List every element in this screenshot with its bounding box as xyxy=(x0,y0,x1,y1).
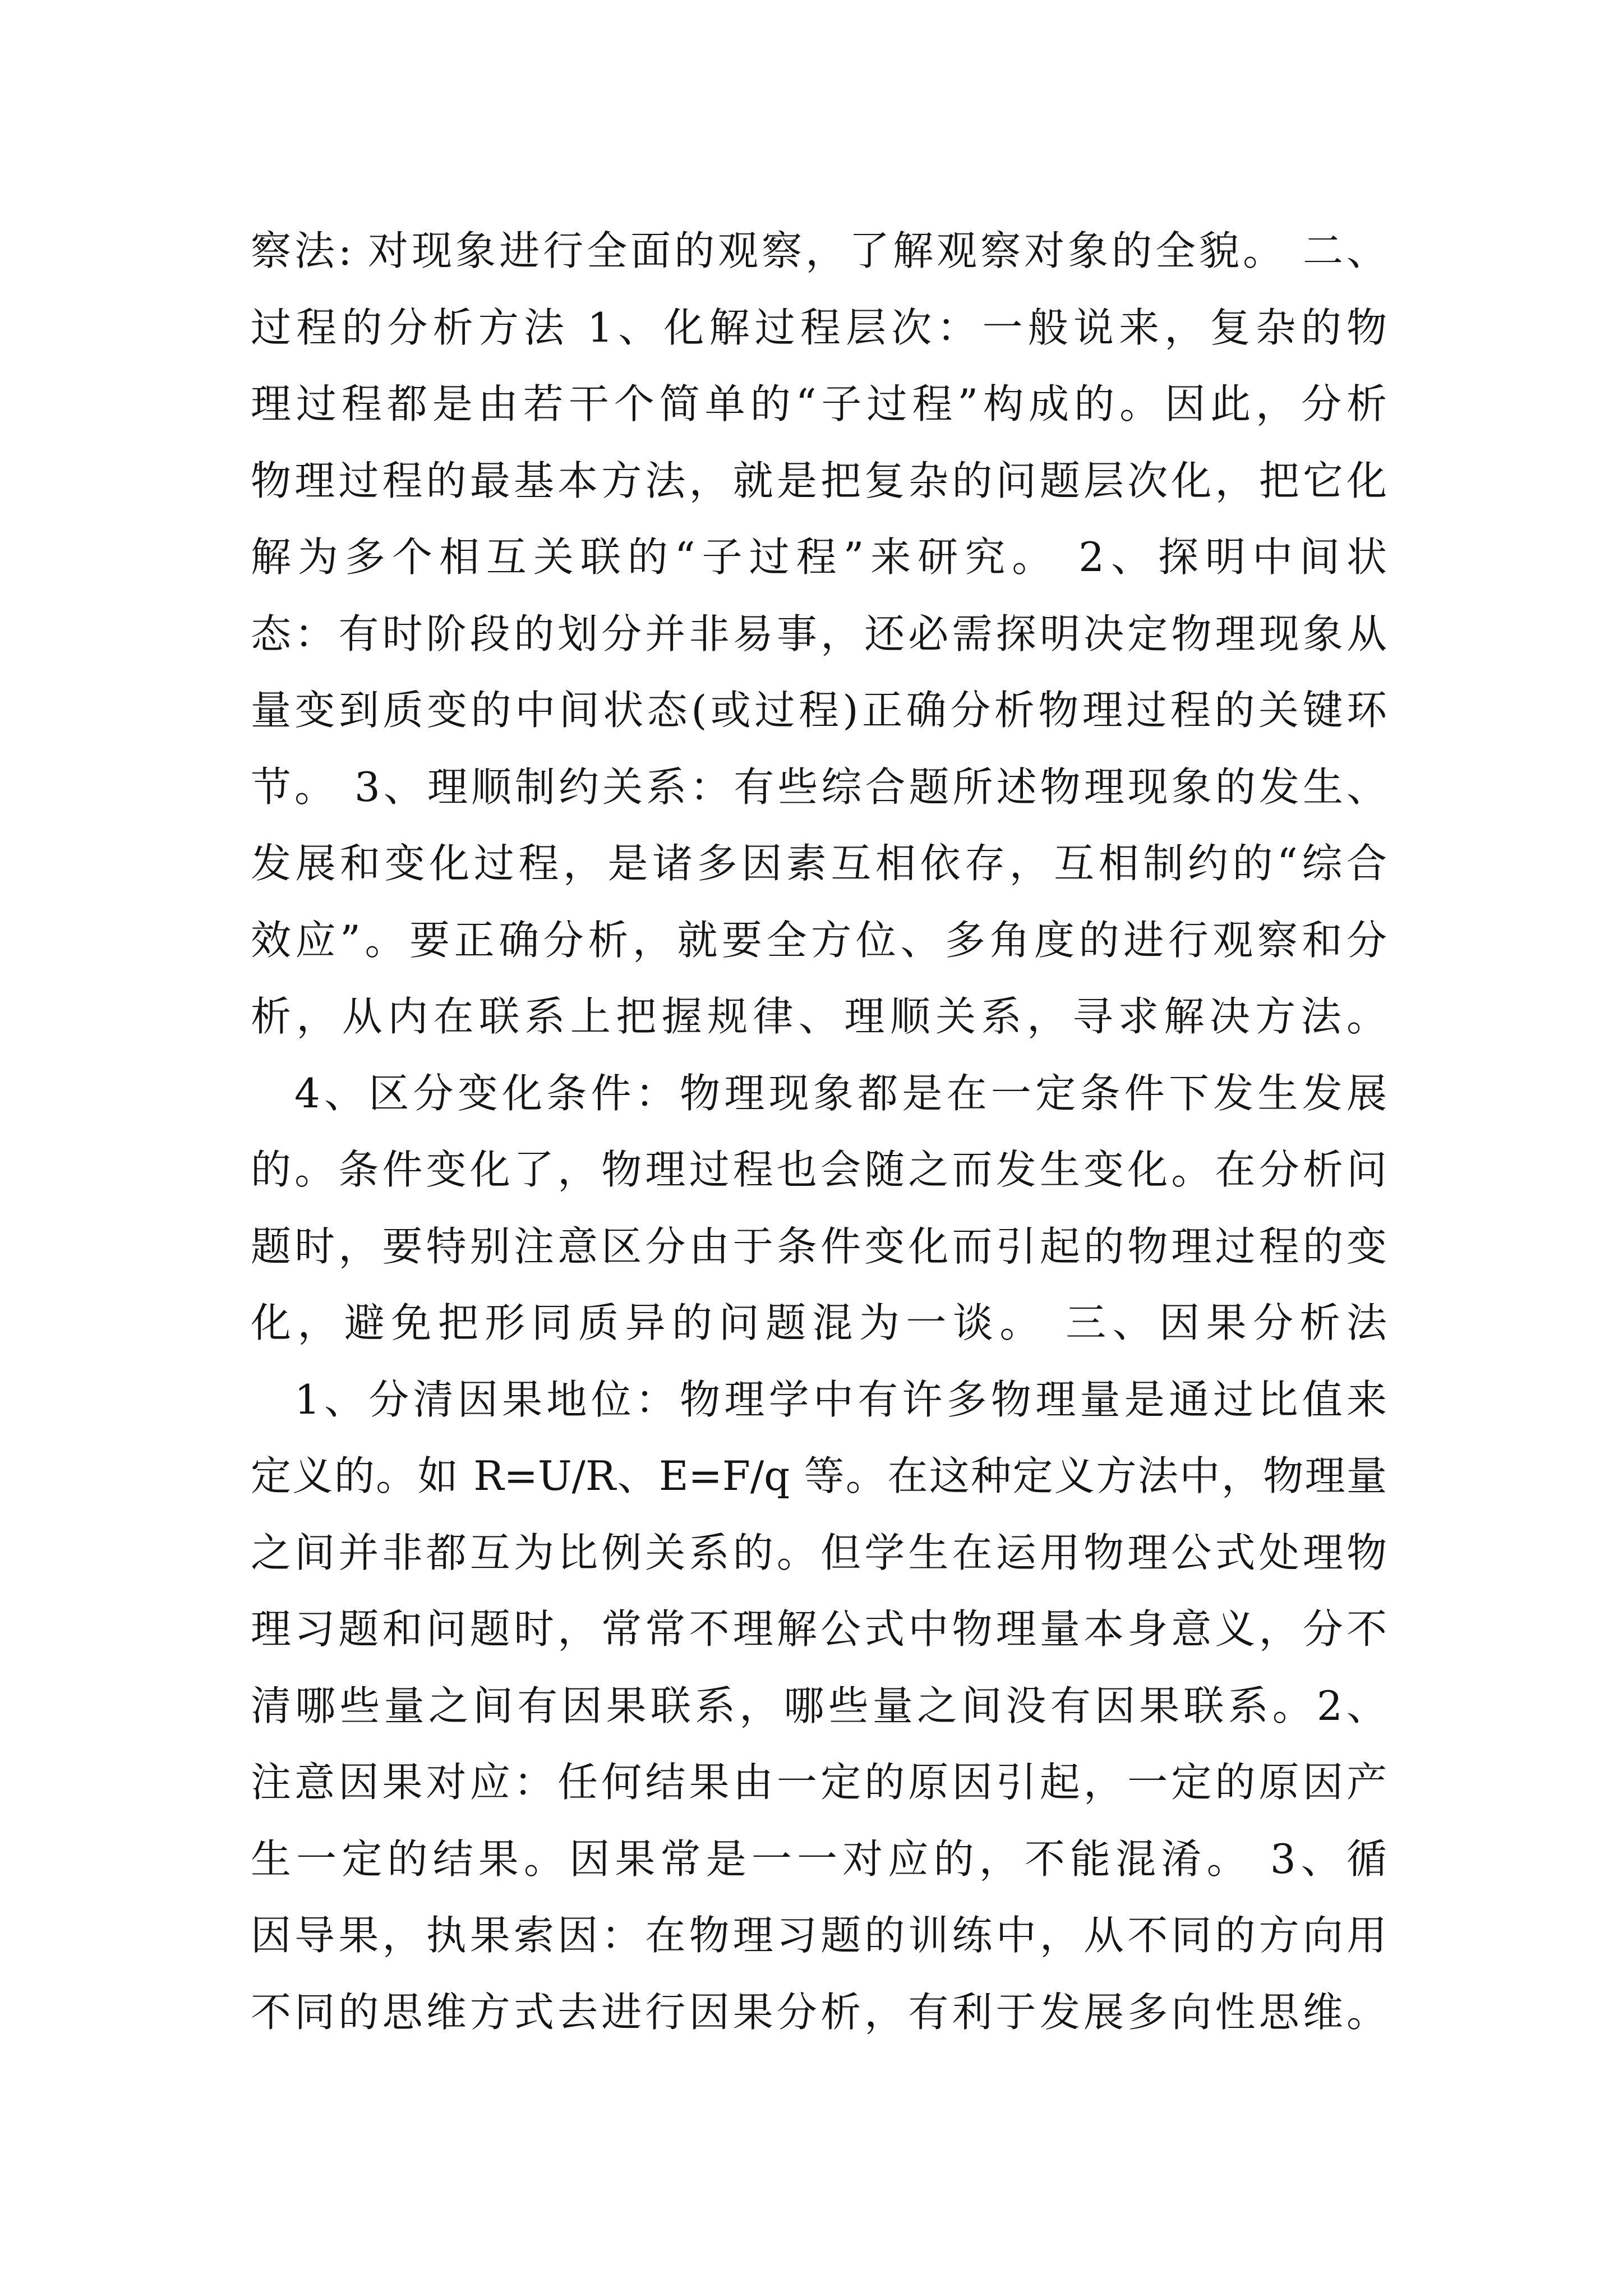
text-line: 的。条件变化了，物理过程也会随之而发生变化。在分析问 xyxy=(251,1146,1387,1193)
text-line: 定义的。如 R=U/R、E=F/q 等。在这种定义方法中，物理量 xyxy=(251,1452,1387,1499)
text-line: 解为多个相互关联的“子过程”来研究。 2、探明中间状 xyxy=(251,533,1387,581)
text-line: 过程的分析方法 1、化解过程层次：一般说来，复杂的物 xyxy=(251,303,1387,351)
text-line: 效应”。要正确分析，就要全方位、多角度的进行观察和分 xyxy=(251,916,1387,964)
text-line: 理过程都是由若干个简单的“子过程”构成的。因此，分析 xyxy=(251,380,1387,427)
text-line: 态：有时阶段的划分并非易事，还必需探明决定物理现象从 xyxy=(251,610,1387,657)
text-line: 注意因果对应：任何结果由一定的原因引起，一定的原因产 xyxy=(251,1759,1387,1806)
text-line: 析，从内在联系上把握规律、理顺关系，寻求解决方法。 xyxy=(251,993,1387,1040)
text-line: 化，避免把形同质异的问题混为一谈。 三、因果分析法 xyxy=(251,1299,1387,1346)
text-line: 不同的思维方式去进行因果分析，有利于发展多向性思维。 xyxy=(251,1988,1387,2036)
document-body xyxy=(251,213,1387,2050)
text-line: 题时，要特别注意区分由于条件变化而引起的物理过程的变 xyxy=(251,1222,1387,1270)
text-line: 之间并非都互为比例关系的。但学生在运用物理公式处理物 xyxy=(251,1529,1387,1576)
text-line: 察法: 对现象进行全面的观察，了解观察对象的全貌。 二、 xyxy=(251,227,1387,274)
text-line: 因导果，执果索因：在物理习题的训练中，从不同的方向用 xyxy=(251,1912,1387,1959)
text-line: 1、分清因果地位：物理学中有许多物理量是通过比值来 xyxy=(294,1375,1387,1423)
text-line: 节。 3、理顺制约关系：有些综合题所述物理现象的发生、 xyxy=(251,763,1387,811)
text-line: 生一定的结果。因果常是一一对应的，不能混淆。 3、循 xyxy=(251,1835,1387,1883)
text-line: 清哪些量之间有因果联系，哪些量之间没有因果联系。2、 xyxy=(251,1682,1387,1729)
text-line: 物理过程的最基本方法，就是把复杂的问题层次化，把它化 xyxy=(251,457,1387,504)
text-line: 理习题和问题时，常常不理解公式中物理量本身意义，分不 xyxy=(251,1605,1387,1653)
text-line: 发展和变化过程，是诸多因素互相依存，互相制约的“综合 xyxy=(251,840,1387,887)
text-line: 量变到质变的中间状态(或过程)正确分析物理过程的关键环 xyxy=(251,687,1387,734)
text-line: 4、区分变化条件：物理现象都是在一定条件下发生发展 xyxy=(294,1069,1387,1117)
